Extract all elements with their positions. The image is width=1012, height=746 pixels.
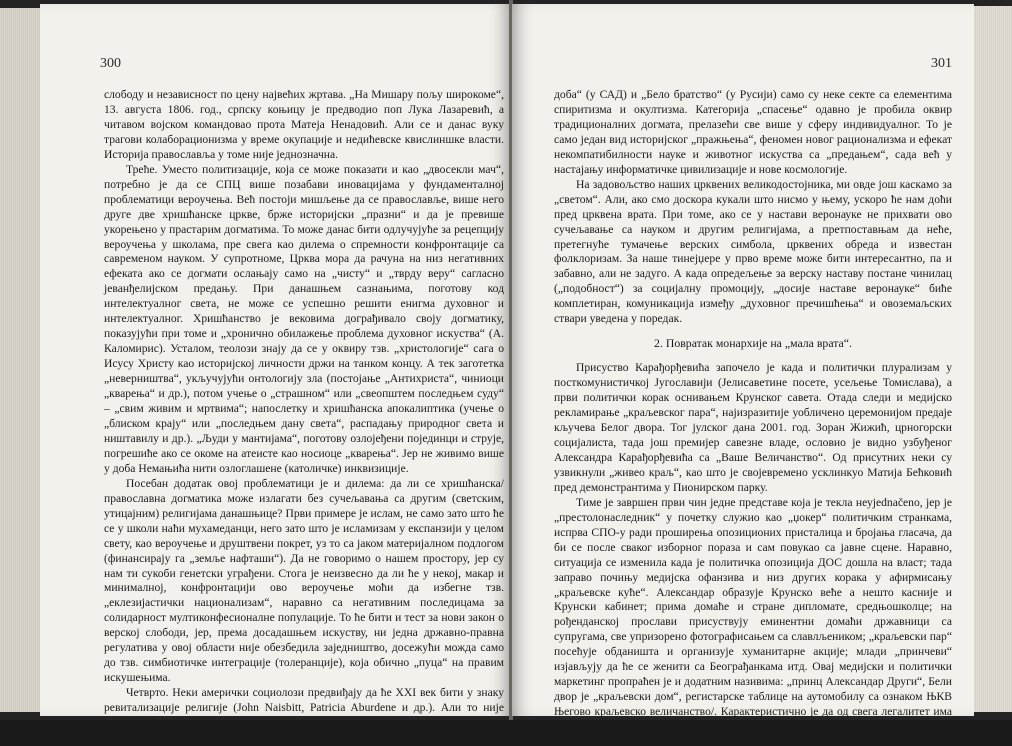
section-heading: 2. Повратак монархије на „мала врата“. bbox=[654, 336, 852, 351]
page-edges-left bbox=[0, 8, 40, 712]
left-page-text bbox=[104, 88, 504, 746]
right-page-text bbox=[554, 88, 952, 735]
page-number-left: 300 bbox=[100, 56, 121, 71]
paragraph: Треће. Уместо политизације, која се може показати и као „двосекли мач“, потребно је да се СПЦ више позабави иновацијама у фундаменталној проблематици вероучења. Већ постоји мишљење да се православље, више него друге две хришћанске цркве, брже историјски „празни“ и да је превише укорењено у прастарим догматима. То може данас бити одлучујуће за рецепцију вероучења у школама, пре свега као дилема о спремности конфронтације са савременом науком. У супротноме, Црква мора да рачуна на низ негативних ефеката ако се догмати ослањају само на „чисту“ и „тврду веру“ сагласно јеванђелијском предању. При данашњем сазнањима, поготову код интелектуалног света, не може се успешно решити енигма духовног и интелектуалног. Хришћанство је вековима дограђивало своју догматику, показујући при томе и „хронично обилажење проблема духовног искуства“ (А. Каломирис). Усталом, теолози знају да се у оквиру тзв. „христологије“ сага о Исусу Христу као историјској личности држи на танком концу. А тек заготетка „неверништва“, укључујући онтологију зла (постојање „Антихриста“, чиниоци „кварења“ и др.), потом учење о „страшном“ или „свеопштем последњем суду“ – „свим живим и мртвима“; напослетку и хришћанска апокалиптика (учење о „блиском крају“ или „последњем дану света“, распадању природног света и ништавилу и др.). „Људи у мантијама“, поготову озлојеђени појединци и струје, погрешиће ако се окоме на атеисте као носиоце „кварења“. Јер не живимо више у доба Немањића нити озлоглашене (католичке) инквизиције. bbox=[104, 162, 504, 475]
right-page bbox=[512, 4, 974, 734]
paragraph: доба“ (у САД) и „Бело братство“ (у Русији) само су неке секте са елементима спиритизма и окултизма. Категорија „спасење“ одавно је пробила оквир традиционалних догмата, прелазећи све више у сферу индивидуалног. То је само један вид историјског „пражњења“, феномен новог рационализма и ефекат некомпатибилности науке и животног искуства са „предањем“, сада већ у настајању информатичке цивилизације и нове космологије. bbox=[554, 88, 952, 176]
paragraph: Присуство Карађорђевића започело је када и политички плурализам у посткомунистичкој Југославији (Јелисаветине посете, усељење Томислава), а први политички корак оснивањем Крунског савета. Отада следи и медијско рекламирање „краљевског пара“, најизразитије уобличено церемонијом предаје кључева Белог двора. Тог јулског дана 2001. год. Зоран Жижић, црногорски социјалиста, тада још премијер савезне владе, ословио је видно узбуђеног Александра Карађорђевића са „Ваше Величанство“. Од присутних неки су узвикнули „живео краљ“, као што је својевремено усклинкуо Матија Бећковић пред демонстрантима у Пионирском парку. bbox=[554, 361, 952, 494]
paragraph: Посебан додатак овој проблематици је и дилема: да ли се хришћанска/православна догматика може излагати без сучељавања са другим (светским, утицајним) религијама данашњице? Први примере је ислам, не само зато што ће се у школи наћи мухамеданци, него зато што је исламизам у експанзији у целом свету, као вероучење и друштвени покрет, уз то са јаком материјалном подлогом (финансирају га „земље нафташи“). Да не говоримо о нашем простору, јер су нам ти сукоби генетски уграђени. Стога је неизвесно да ли ће у некој, макар и минималној, конфронтацији ово вероучење моћи да избегне тзв. „еклезијастички национализам“, наравно са негативним последицама за солидарност мултиконфесионалне популације. То ће бити и тест за нови закон о верској слободи, јер, према досадашњем искуству, ни једна државно-правна регулатива у овој области није обезбедила заједништво, досежући можда само до тзв. симбиотичке интеграције (толеранције), која обично „пуца“ на правим искушењима. bbox=[104, 476, 504, 685]
paragraph: слободу и независност по цену највећих жртава. „На Мишару пољу широкоме“, 13. августа 1806. год., српску коњицу је предводио поп Лука Лазаревић, а читавом војском командовао прота Матеја Ненадовић. Али се и данас вуку трагови колаборационизма у време окупације и недићевске квислиншке власти. Историја православља у томе није једнозначна. bbox=[104, 88, 504, 161]
paragraph: На задовољство наших црквених великодостојника, ми овде још каскамо за „светом“. Али, ако смо доскора кукали што нисмо у њему, ускоро ће нам доћи пред црквена врата. При томе, ако се у настави веронауке не прихвати ово сучељавање са науком и другим религијама, а претпоставњам да неће, претегнуће тумачење верских симбола, црквених обреда и известан фолклоризам. За наше тинејџере у прво време може бити интересантно, па и забавно, али не задуго. А када опредељење за верску наставу постане чинилац („подобност“) за социјалну промоцију, „досије наставе веронауке“ биће комплетиран, комуникација између „духовног пречишћења“ и овоземаљских ствари уведена у поредак. bbox=[554, 177, 952, 326]
paragraph: Тиме је завршен први чин једне представе која је текла неујednačeno, јер је „престолонаследник“ у почетку служио као „џокер“ политичким странкама, испрва СПО-у ради проширења опозиционих присталица и бројања гласача, да би се после сваког изборног пораза и сам повукао са јавне сцене. Наравно, ситуација се изменила када је политичка опозиција ДОС дошла на власт; тада заправо почињу медијска офанзива и низ других корака у афирмисању „краљевске куће“. Александар образује Крунско веће а нешто касније и Крунски кабинет; прима домаће и стране дипломате, средњошколце; на рођенданској прослави присуствују еминентни домаћи државници са супругама, све упризорено фотографисањем са славлљеником; „краљевски пар“ посећује обданишта и организује хуманитарне акције; млади „принчеви“ изјављују да ће се женити са Београђанкама итд. Овај медијски и политички маркетинг пропраћен је и додатним називима: „принц Александар Други“, Бели двор је „краљевски дом“, регистарске таблице на аутомобилу са ознаком ЊКВ Његово краљевско величанство/. Карактеристично је да од свега легалитет има само предаја кључева Белог bbox=[554, 495, 952, 734]
page-number-right: 301 bbox=[931, 56, 952, 71]
paragraph: Четврто. Неки амерички социолози предвиђају да ће XXI век бити у знаку ревитализације религије (John Naisbitt, Patricia Aburdene и др.). Али то није охрабрујуће за цркву и вернике, јер се ради о експанзији тзв. „алтернативних религија“ и „нових верника“. „Ред соларног храма“, „Ново bbox=[104, 686, 504, 744]
page-edges-right bbox=[974, 6, 1012, 712]
left-page bbox=[40, 4, 510, 744]
